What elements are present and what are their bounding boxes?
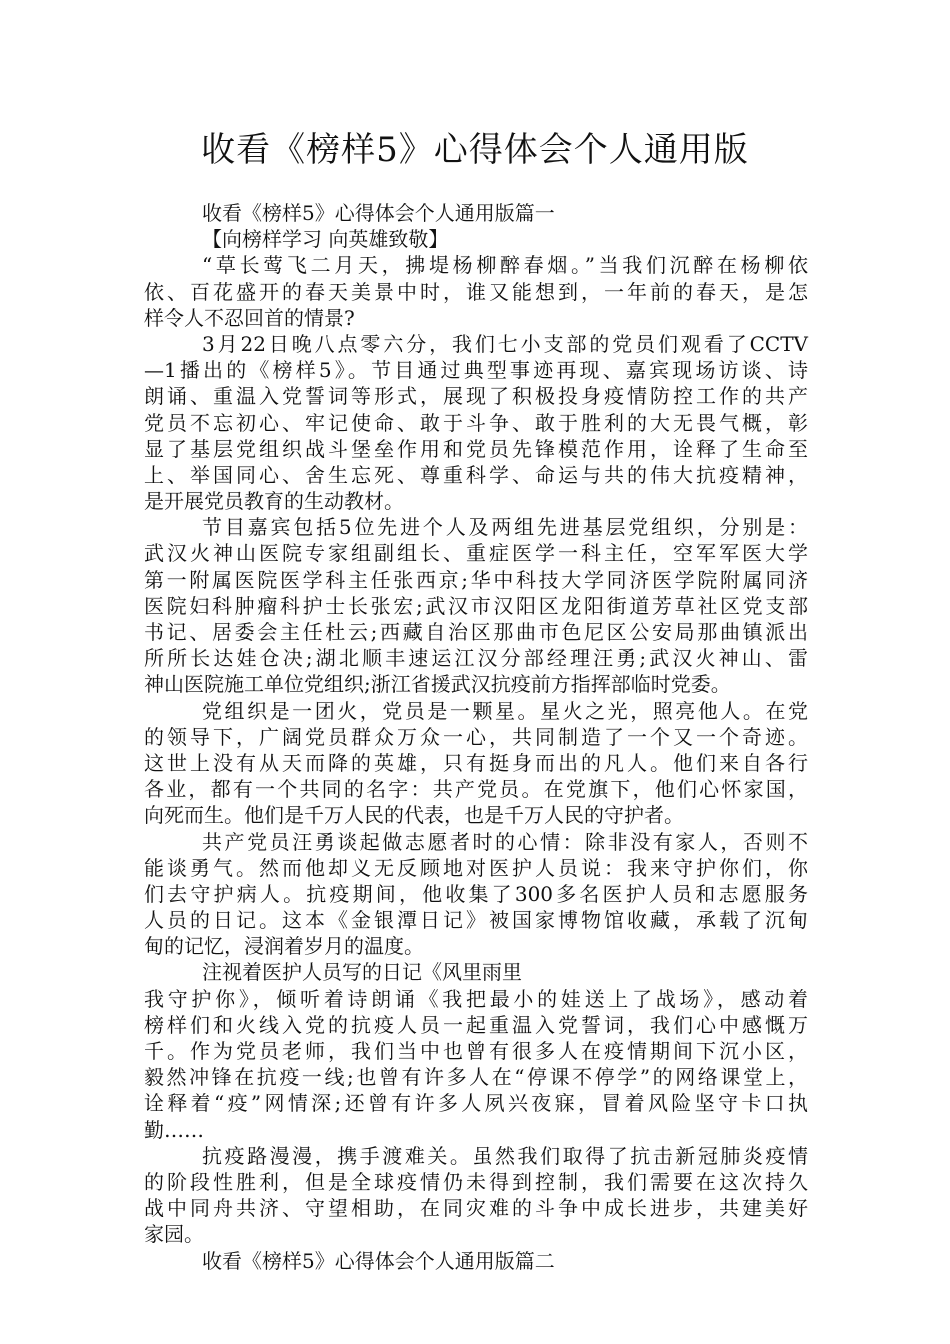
text-line: 人员的日记。这本《金银潭日记》被国家博物馆收藏，承载了沉甸 [144,908,808,933]
text-line: 神山医院施工单位党组织;浙江省援武汉抗疫前方指挥部临时党委。 [144,672,731,697]
text-line: 显了基层党组织战斗堡垒作用和党员先锋模范作用，诠释了生命至 [144,436,808,461]
text-line: 书记、居委会主任杜云;西藏自治区那曲市色尼区公安局那曲镇派出 [144,620,808,644]
text-line: 的阶段性胜利，但是全球疫情仍未得到控制，我们需要在这次持久 [144,1169,808,1194]
text-line: 家园。 [144,1222,204,1247]
text-line: 毅然冲锋在抗疫一线;也曾有许多人在“停课不停学”的网络课堂上， [144,1065,808,1090]
text-line: 们去守护病人。抗疫期间，他收集了300多名医护人员和志愿服务 [144,881,808,906]
text-line: 榜样们和火线入党的抗疫人员一起重温入党誓词，我们心中感慨万 [144,1012,808,1037]
text-line: 注视着医护人员写的日记《风里雨里 [202,960,522,985]
text-line: 收看《榜样5》心得体会个人通用版篇一 [202,201,555,225]
document-title: 收看《榜样5》心得体会个人通用版 [201,130,749,170]
text-line: 甸的记忆，浸润着岁月的温度。 [144,934,424,959]
text-line: 样令人不忍回首的情景? [144,305,355,330]
text-line: 诠释着“疫”网情深;还曾有许多人夙兴夜寐，冒着风险坚守卡口执 [144,1091,808,1116]
document-body [144,200,808,1274]
text-line: 千。作为党员老师，我们当中也曾有很多人在疫情期间下沉小区， [144,1039,808,1063]
text-line: 依、百花盛开的春天美景中时，谁又能想到，一年前的春天，是怎 [144,279,808,304]
text-line: 能谈勇气。然而他却义无反顾地对医护人员说：我来守护你们，你 [144,855,808,880]
text-line: 武汉火神山医院专家组副组长、重症医学一科主任，空军军医大学 [144,541,808,566]
text-line: “草长莺飞二月天，拂堤杨柳醉春烟。”当我们沉醉在杨柳依 [202,253,808,278]
text-line: 3月22日晚八点零六分，我们七小支部的党员们观看了CCTV [202,331,808,356]
text-line: 这世上没有从天而降的英雄，只有挺身而出的凡人。他们来自各行 [144,750,808,775]
text-line: 党员不忘初心、牢记使命、敢于斗争、敢于胜利的大无畏气概，彰 [144,410,808,435]
text-line: 抗疫路漫漫，携手渡难关。虽然我们取得了抗击新冠肺炎疫情 [202,1143,808,1168]
text-line: 医院妇科肿瘤科护士长张宏;武汉市汉阳区龙阳街道芳草社区党支部 [144,593,808,618]
text-line: 党组织是一团火，党员是一颗星。星火之光，照亮他人。在党 [202,698,808,723]
text-line: 的领导下，广阔党员群众万众一心，共同制造了一个又一个奇迹。 [144,724,808,749]
text-line: 向死而生。他们是千万人民的代表，也是千万人民的守护者。 [144,803,684,828]
text-line: 是开展党员教育的生动教材。 [144,489,404,514]
text-line: 战中同舟共济、守望相助，在同灾难的斗争中成长进步，共建美好 [144,1196,808,1221]
text-line: 共产党员汪勇谈起做志愿者时的心情：除非没有家人，否则不 [202,829,808,854]
text-line: 【向榜样学习 向英雄致敬】 [202,227,449,252]
text-line: 节目嘉宾包括5位先进个人及两组先进基层党组织，分别是： [202,515,808,540]
text-line: 勤…… [144,1117,204,1142]
text-line: 第一附属医院医学科主任张西京;华中科技大学同济医学院附属同济 [144,567,808,592]
text-line: 上、举国同心、舍生忘死、尊重科学、命运与共的伟大抗疫精神， [144,462,808,487]
text-line: 收看《榜样5》心得体会个人通用版篇二 [202,1248,555,1273]
text-line: 各业，都有一个共同的名字：共产党员。在党旗下，他们心怀家国， [144,777,808,802]
text-line: 我守护你》，倾听着诗朗诵《我把最小的娃送上了战场》，感动着 [144,986,808,1011]
text-line: 朗诵、重温入党誓词等形式，展现了积极投身疫情防控工作的共产 [144,384,808,409]
text-line: 所所长达娃仓决;湖北顺丰速运江汉分部经理汪勇;武汉火神山、雷 [144,646,808,671]
text-line: —1播出的《榜样5》。节目通过典型事迹再现、嘉宾现场访谈、诗 [144,358,808,383]
